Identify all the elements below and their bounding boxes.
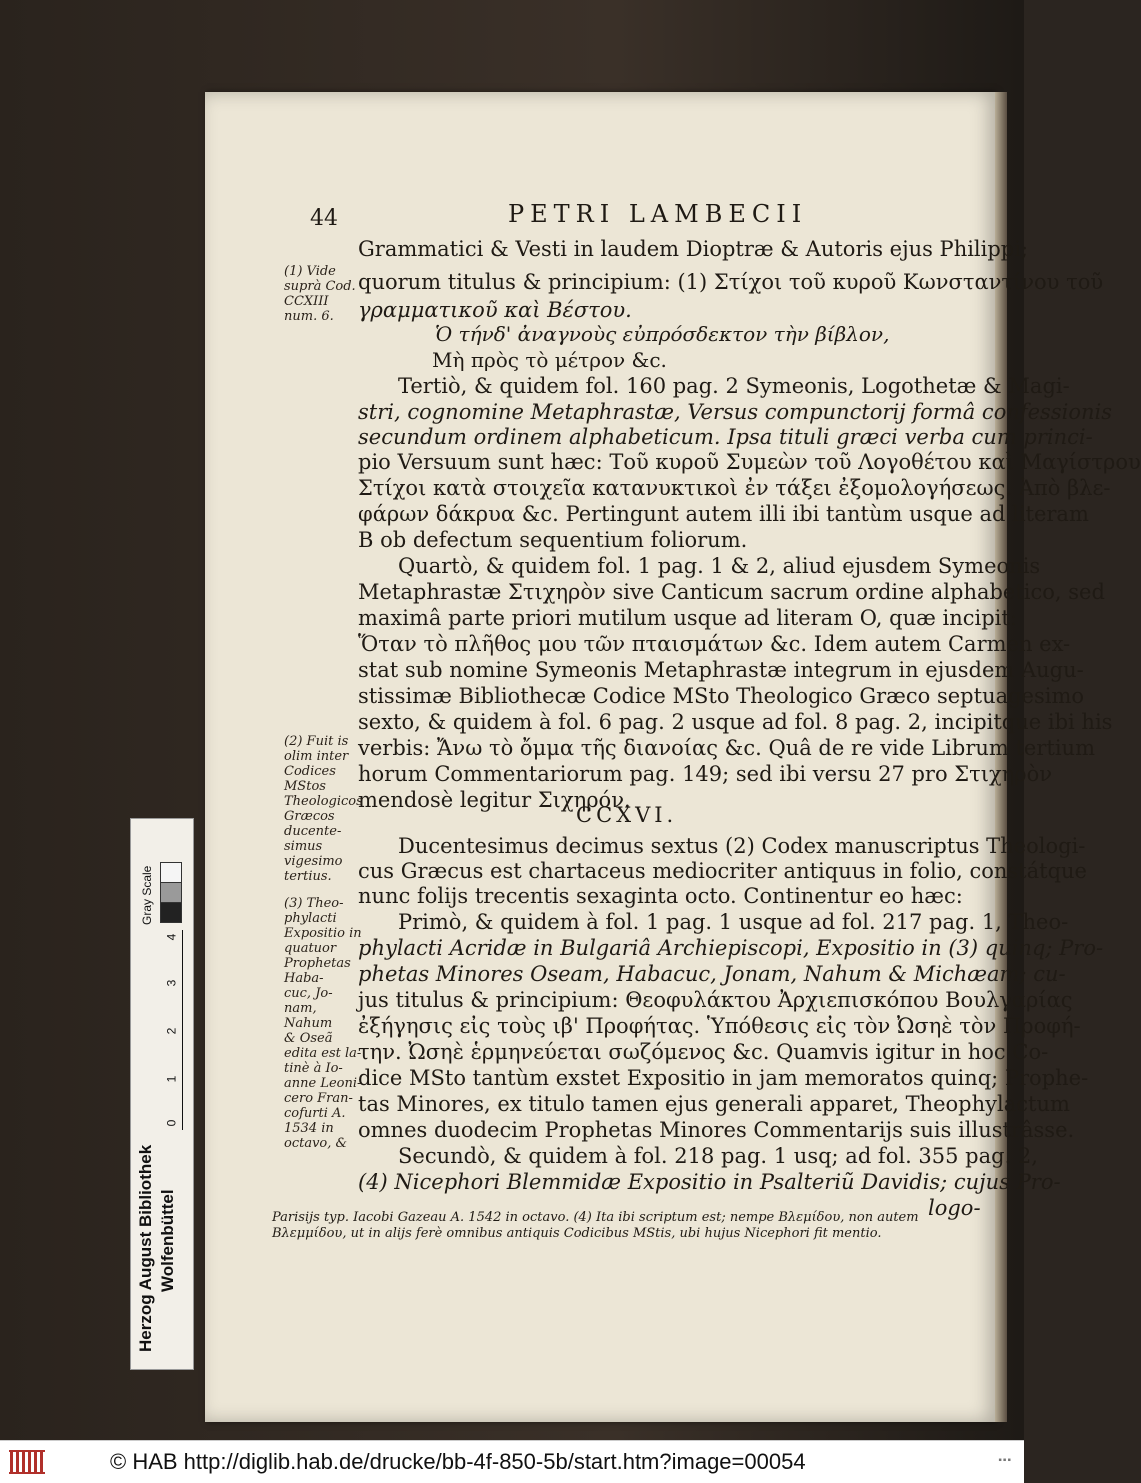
margin-note-line: vigesimo [284, 854, 343, 869]
margin-note-line: 1534 in [284, 1121, 334, 1136]
scale-tick: 3 [164, 979, 179, 987]
body-line: Metaphrastæ Στιχηρὸν sive Canticum sacrum ordine alphabetico, sed [358, 580, 1105, 604]
body-line: Ducentesimus decimus sextus (2) Codex manuscriptus Theologi- [398, 834, 1086, 858]
body-line: omnes duodecim Prophetas Minores Commentarijs suis illustrâsse. [358, 1118, 1075, 1142]
running-head: PETRI LAMBECII [508, 200, 808, 228]
margin-note-line: suprà Cod. [284, 279, 356, 294]
margin-note-line: MStos [284, 779, 326, 794]
margin-note-line: quatuor [284, 941, 337, 956]
margin-note-line: anne Leoni- [284, 1076, 362, 1091]
scale-library-name: Herzog August Bibliothek [136, 1144, 155, 1352]
body-line: maximâ parte priori mutilum usque ad literam O, quæ incipit: [358, 606, 1017, 630]
margin-note-line: Græcos [284, 809, 335, 824]
margin-note-line: num. 6. [284, 309, 334, 324]
margin-note-line: CCXIII [284, 294, 329, 309]
margin-note-line: edita est la- [284, 1046, 362, 1061]
gray-swatch [160, 902, 182, 923]
footer-bar [0, 1440, 1024, 1483]
scale-tick: 4 [164, 933, 179, 941]
gray-swatch [160, 862, 182, 883]
body-line: phylacti Acridæ in Bulgariâ Archiepiscopi, Expositio in (3) quinq; Pro- [358, 936, 1104, 960]
body-line: jus titulus & principium: Θεοφυλάκτου Ἀρχιεπισκόπου Βουλγαρίας [358, 988, 1073, 1012]
gray-swatch [160, 882, 182, 903]
body-line: B ob defectum sequentium foliorum. [358, 528, 748, 552]
body-line: dice MSto tantùm exstet Expositio in jam memoratos quinq; Prophe- [358, 1066, 1089, 1090]
verse-line: Ὁ τήνδ' ἀναγνοὺς εὐπρόσδεκτον τὴν βίβλον, [435, 322, 890, 346]
footnote: Parisijs typ. Iacobi Gazeau A. 1542 in octavo. (4) Ita ibi scriptum est; nempe Βλεμίδου, non autem Βλεμμίδου, ut in alijs ferè omnibus antiquis Codicibus MStis, ubi hujus Nicephori fit mentio. [272, 1210, 919, 1241]
margin-note-line: tertius. [284, 869, 332, 884]
body-line: Ὅταν τὸ πλῆθος μου τῶν πταισμάτων &c. Idem autem Carmen ex- [358, 632, 1071, 656]
body-line: ἐξήγησις εἰς τοὺς ιβ' Προφήτας. Ὑπόθεσις εἰς τὸν Ὠσηὲ τὸν Προφή- [358, 1014, 1081, 1038]
margin-note-line: (1) Vide [284, 264, 336, 279]
margin-note-line: ducente- [284, 824, 342, 839]
hab-logo-icon [8, 1449, 46, 1475]
margin-note-line: octavo, & [284, 1136, 348, 1151]
body-line: την. Ὠσηὲ ἑρμηνεύεται σωζόμενος &c. Quamvis igitur in hoc Co- [358, 1040, 1049, 1064]
body-line: stat sub nomine Symeonis Metaphrastæ integrum in ejusdem Augu- [358, 658, 1084, 682]
section-heading: CCXVI. [576, 803, 678, 827]
copyright-url[interactable]: © HAB http://diglib.hab.de/drucke/bb-4f-850-5b/start.htm?image=00054 [110, 1449, 806, 1474]
margin-note-line: cofurti A. [284, 1106, 346, 1121]
margin-note-line: (3) Theo- [284, 896, 344, 911]
scale-ruler [182, 930, 183, 1130]
gray-scale-label: Gray Scale [140, 865, 154, 925]
body-line: Primò, & quidem à fol. 1 pag. 1 usque ad fol. 217 pag. 1, Theo- [398, 910, 1069, 934]
margin-note-line: Codices [284, 764, 336, 779]
margin-note-line: Nahum [284, 1016, 333, 1031]
margin-note [284, 896, 362, 1151]
body-line: nunc folijs trecentis sexaginta octo. Continentur eo hæc: [358, 884, 963, 908]
margin-note-line: Haba- [284, 971, 324, 986]
body-line: stri, cognomine Metaphrastæ, Versus compunctorij formâ confessionis [358, 400, 1112, 424]
body-line: φάρων δάκρυα &c. Pertingunt autem illi ibi tantùm usque ad literam [358, 502, 1089, 526]
body-line: stissimæ Bibliothecæ Codice MSto Theologico Græco septuagesimo [358, 684, 1085, 708]
body-line: cus Græcus est chartaceus mediocriter antiquus in folio, constátque [358, 859, 1087, 883]
margin-note-line: cuc, Jo- [284, 986, 333, 1001]
margin-note [284, 734, 363, 884]
body-line: Secundò, & quidem à fol. 218 pag. 1 usq; ad fol. 355 pag. 2, [398, 1144, 1038, 1168]
body-line: verbis: Ἄνω τὸ ὄμμα τῆς διανοίας &c. Quâ de re vide Librum tertium [358, 736, 1095, 760]
body-line: Quartò, & quidem fol. 1 pag. 1 & 2, aliud ejusdem Symeonis [398, 554, 1041, 578]
body-line: horum Commentariorum pag. 149; sed ibi versu 27 pro Στιχηρὸν [358, 762, 1053, 786]
margin-note-line: phylacti [284, 911, 337, 926]
body-line: γραμματικοῦ καὶ Βέστου. [358, 298, 632, 322]
margin-note-line: tinè à Io- [284, 1061, 343, 1076]
margin-note-line: nam, [284, 1001, 317, 1016]
body-line: tas Minores, ex titulo tamen ejus generali apparet, Theophylactum [358, 1092, 1070, 1116]
margin-note-line: simus [284, 839, 323, 854]
body-line: Στίχοι κατὰ στοιχεῖα κατανυκτικοὶ ἐν τάξει ἐξομολογήσεως. Ἀπὸ βλε- [358, 476, 1111, 500]
body-line: quorum titulus & principium: (1) Στίχοι τοῦ κυροῦ Κωνσταντίνου τοῦ [358, 270, 1104, 294]
scale-tick: 2 [164, 1027, 179, 1035]
body-line: pio Versuum sunt hæc: Τοῦ κυροῦ Συμεὼν τοῦ Λογοθέτου καὶ Μαγίστρου [358, 450, 1141, 474]
body-line: sexto, & quidem à fol. 6 pag. 2 usque ad fol. 8 pag. 2, incipitque ibi his [358, 710, 1113, 734]
scale-city-name: Wolfenbüttel [158, 1189, 177, 1292]
verse-line: Μὴ πρὸς τὸ μέτρον &c. [432, 348, 667, 372]
body-line: mendosè legitur Σιχηρόν. [358, 788, 631, 812]
scale-tick: 0 [164, 1119, 179, 1127]
margin-note-line: Expositio in [284, 926, 362, 941]
body-line: Grammatici & Vesti in laudem Dioptræ & Autoris ejus Philippi; [358, 237, 1029, 261]
scale-tick: 1 [164, 1075, 179, 1083]
margin-note-line: Theologicos [284, 794, 363, 809]
margin-note-line: & Oseã [284, 1031, 333, 1046]
body-line: phetas Minores Oseam, Habacuc, Jonam, Nahum & Michæam; cu- [358, 962, 1066, 986]
margin-note-line: Prophetas [284, 956, 351, 971]
body-line: Tertiò, & quidem fol. 160 pag. 2 Symeonis, Logothetæ & Magi- [398, 374, 1070, 398]
margin-note [284, 264, 356, 324]
body-line: secundum ordinem alphabeticum. Ipsa tituli græci verba cum princi- [358, 425, 1093, 449]
margin-note-line: (2) Fuit is [284, 734, 349, 749]
catchword: logo- [928, 1196, 981, 1220]
body-line: (4) Nicephori Blemmidæ Expositio in Psalteriũ Davidis; cujus Pro- [358, 1170, 1061, 1194]
footer-marker: ▪▪▪ [998, 1455, 1012, 1466]
margin-note-line: olim inter [284, 749, 349, 764]
page-number: 44 [310, 206, 338, 231]
margin-note-line: cero Fran- [284, 1091, 353, 1106]
